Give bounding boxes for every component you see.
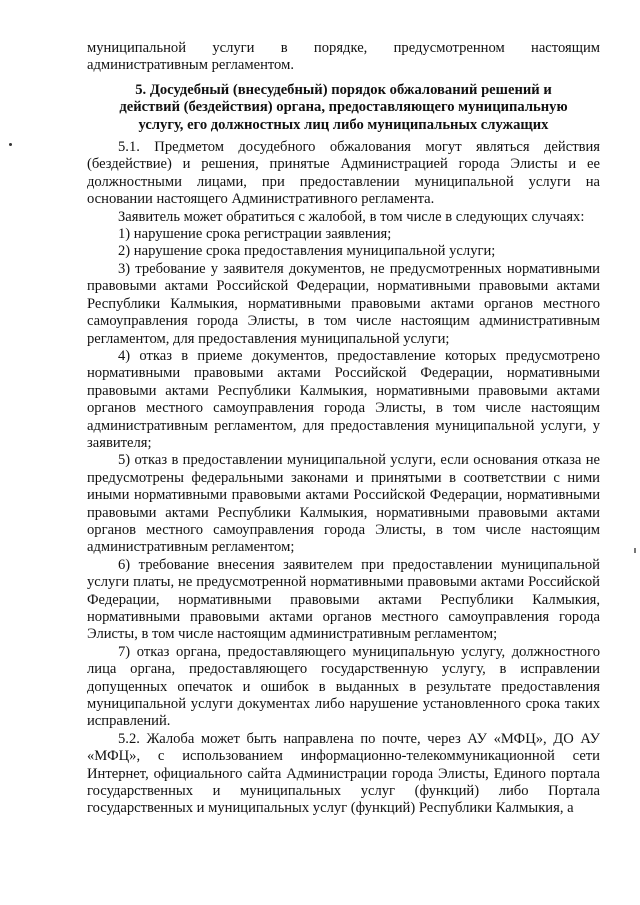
list-item: 4) отказ в приеме документов, предоставление которых предусмотрено нормативными правовыми актами Российской Федерации, нормативными правовыми актами Республики Калмыкия, нормативными правовыми актами органов местного самоуправления города Элисты, в том числе настоящим административным регламентом, для предоставления муниципальной услуги, у заявителя; <box>87 347 600 451</box>
list-item: 7) отказ органа, предоставляющего муниципальную услугу, должностного лица органа, предоставляющего государственную услугу, в исправлении допущенных опечаток и ошибок в выданных в результате предоставления муниципальной услуги документах либо нарушение установленного срока таких исправлений. <box>87 643 600 730</box>
list-item: 2) нарушение срока предоставления муниципальной услуги; <box>118 243 496 260</box>
paragraph-5-2: 5.2. Жалоба может быть направлена по почте, через АУ «МФЦ», ДО АУ «МФЦ», с использованием информационно-телекоммуникационной сети Интернет, официального сайта Администрации города Элисты, Единого портала государственных и муниципальных услуг (функций) либо Портала государственных и муниципальных услуг (функций) Республики Калмыкия, а <box>87 730 600 817</box>
scan-edge-mark <box>634 548 636 553</box>
heading-line: действий (бездействия) органа, предоставляющего муниципальную <box>119 99 568 116</box>
section-heading <box>87 82 600 134</box>
intro-paragraph: муниципальной услуги в порядке, предусмотренном настоящим административным регламентом. <box>87 40 600 74</box>
list-item: 6) требование внесения заявителем при предоставлении муниципальной услуги платы, не предусмотренной нормативными правовыми актами Российской Федерации, нормативными правовыми актами Республики Калмыкия, нормативными правовыми актами органов местного самоуправления города Элисты, в том числе настоящим административным регламентом; <box>87 556 600 643</box>
scan-dot <box>9 143 12 146</box>
paragraph-5-1: 5.1. Предметом досудебного обжалования могут являться действия (бездействие) и решения, принятые Администрацией города Элисты и ее должностными лицами, при предоставлении муниципальной услуги на основании настоящего Административного регламента. <box>87 139 600 208</box>
paragraph-cases: Заявитель может обратиться с жалобой, в том числе в следующих случаях: <box>118 208 585 225</box>
heading-line: 5. Досудебный (внесудебный) порядок обжалований решений и <box>135 81 552 98</box>
list-item: 1) нарушение срока регистрации заявления; <box>118 226 392 243</box>
list-item: 5) отказ в предоставлении муниципальной услуги, если основания отказа не предусмотрены федеральными законами и принятыми в соответствии с ними иными нормативными правовыми актами Российской Федерации, нормативными правовыми актами Республики Калмыкия, нормативными правовыми актами органов местного самоуправления города Элисты, в том числе настоящим административным регламентом; <box>87 452 600 556</box>
heading-line: услугу, его должностных лиц либо муниципальных служащих <box>138 116 549 133</box>
document-page <box>87 40 600 818</box>
list-item: 3) требование у заявителя документов, не предусмотренных нормативными правовыми актами Российской Федерации, нормативными правовыми актами Республики Калмыкия, нормативными правовыми актами органов местного самоуправления города Элисты, в том числе настоящим административным регламентом, для предоставления муниципальной услуги; <box>87 260 600 347</box>
